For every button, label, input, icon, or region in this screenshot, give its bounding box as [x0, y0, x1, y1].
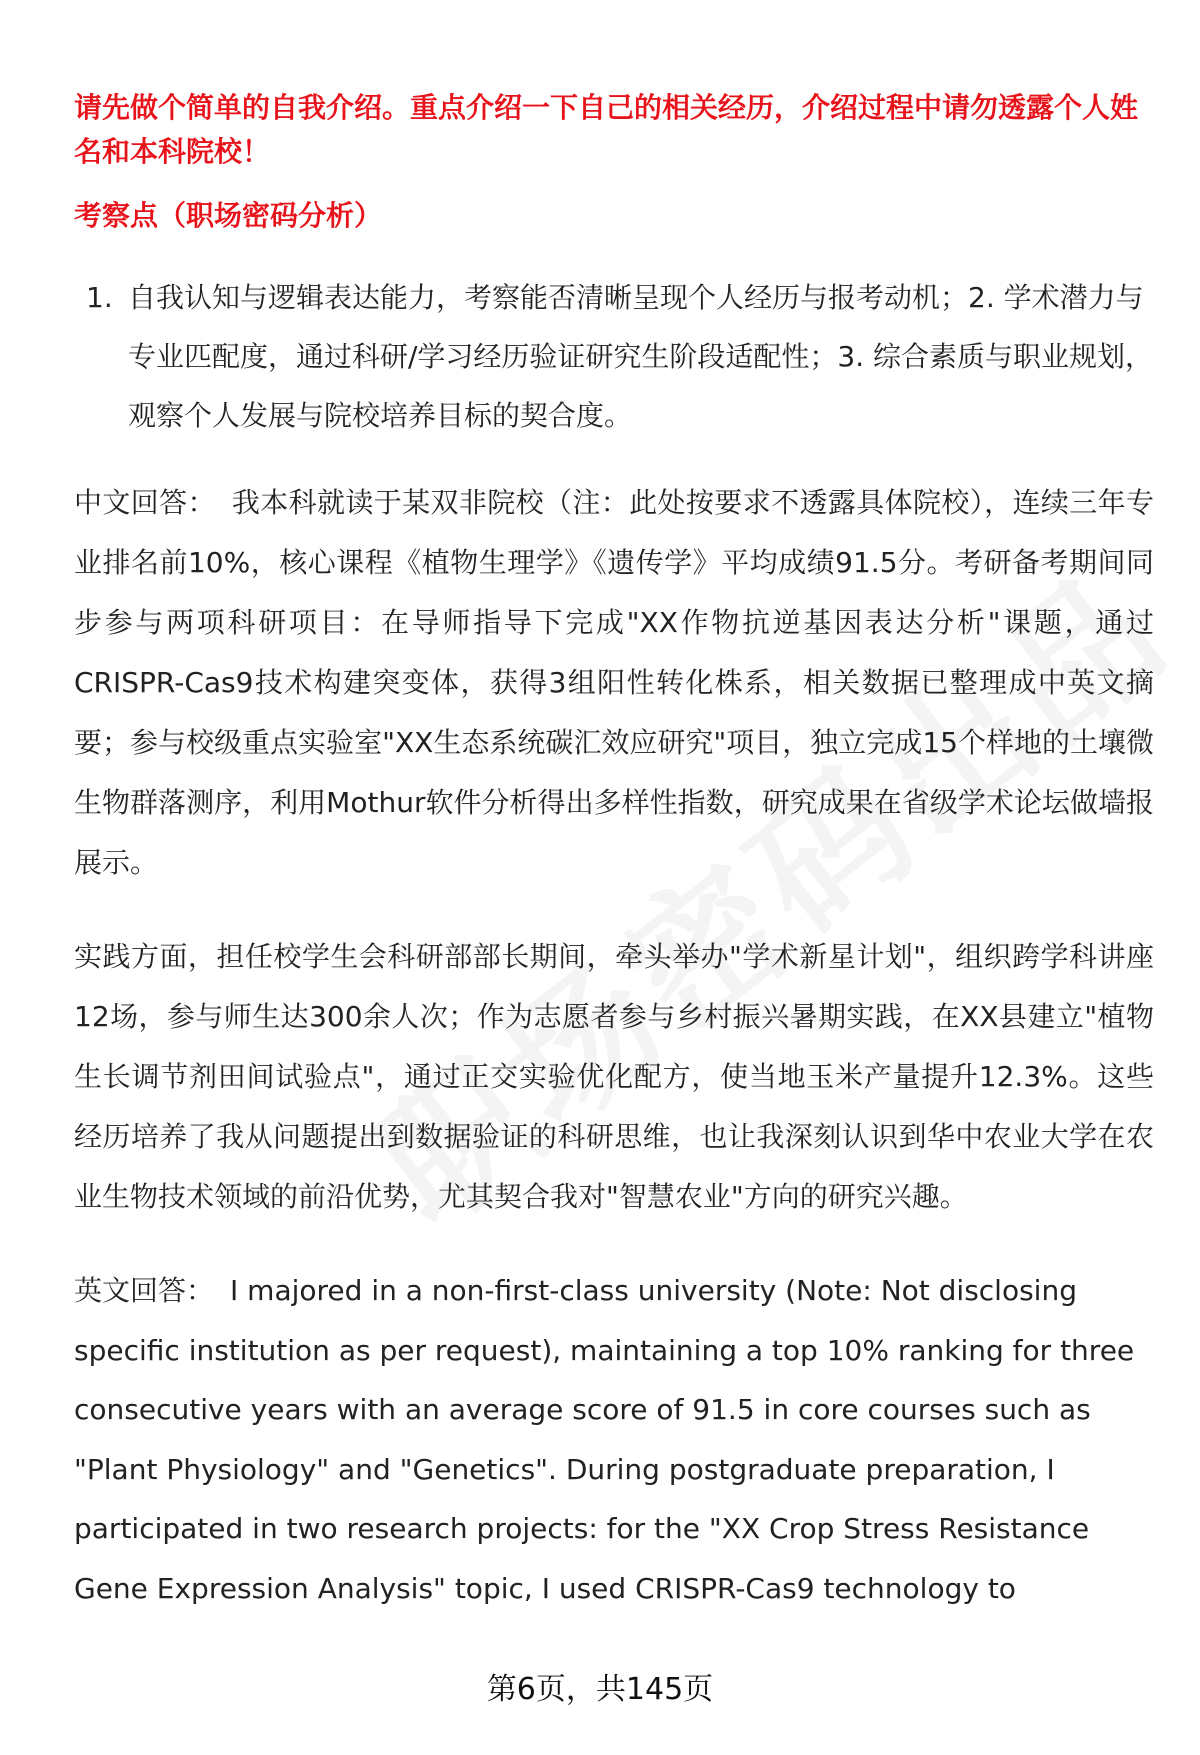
cn-answer-paragraph-1	[74, 473, 1154, 893]
cn-answer-text-1: 我本科就读于某双非院校（注：此处按要求不透露具体院校），连续三年专业排名前10%，核心课程《植物生理学》《遗传学》平均成绩91.5分。考研备考期间同步参与两项科研项目：在导师指导下完成"XX作物抗逆基因表达分析"课题，通过CRISPR-Cas9技术构建突变体，获得3组阳性转化株系，相关数据已整理成中英文摘要；参与校级重点实验室"XX生态系统碳汇效应研究"项目，独立完成15个样地的土壤微生物群落测序，利用Mothur软件分析得出多样性指数，研究成果在省级学术论坛做墙报展示。	[74, 486, 1154, 879]
list-item-number: 1.	[86, 281, 113, 314]
question-heading: 请先做个简单的自我介绍。重点介绍一下自己的相关经历，介绍过程中请勿透露个人姓名和本科院校！	[74, 91, 1139, 168]
en-answer-text: I majored in a non-first-class university (Note: Not disclosing specific institution as per request), maintaining a top 10% ranking for three consecutive years with an average score of 91.5 in core courses such as "Plant Physiology" and "Genetics". During postgraduate preparation, I participated in two research projects: for the "XX Crop Stress Resistance Gene Expression Analysis" topic, I used CRISPR-Cas9 technology to	[74, 1274, 1135, 1605]
list-item-text: 自我认知与逻辑表达能力，考察能否清晰呈现个人经历与报考动机；2. 学术潜力与专业匹配度，通过科研/学习经历验证研究生阶段适配性；3. 综合素质与职业规划，观察个人发展与院校培养目标的契合度。	[128, 281, 1154, 432]
document-page	[74, 86, 1154, 1618]
section-label: 考察点（职场密码分析）	[74, 199, 383, 232]
page-number-footer: 第6页，共145页	[486, 1672, 714, 1707]
list-item	[74, 268, 1154, 445]
assessment-points-list	[74, 268, 1154, 445]
cn-answer-label: 中文回答：	[74, 486, 216, 519]
en-answer-label: 英文回答：	[74, 1274, 215, 1307]
cn-answer-paragraph-2: 实践方面，担任校学生会科研部部长期间，牵头举办"学术新星计划"，组织跨学科讲座12场，参与师生达300余人次；作为志愿者参与乡村振兴暑期实践，在XX县建立"植物生长调节剂田间试验点"，通过正交实验优化配方，使当地玉米产量提升12.3%。这些经历培养了我从问题提出到数据验证的科研思维，也让我深刻认识到华中农业大学在农业生物技术领域的前沿优势，尤其契合我对"智慧农业"方向的研究兴趣。	[74, 940, 1154, 1213]
en-answer-paragraph	[74, 1261, 1154, 1618]
